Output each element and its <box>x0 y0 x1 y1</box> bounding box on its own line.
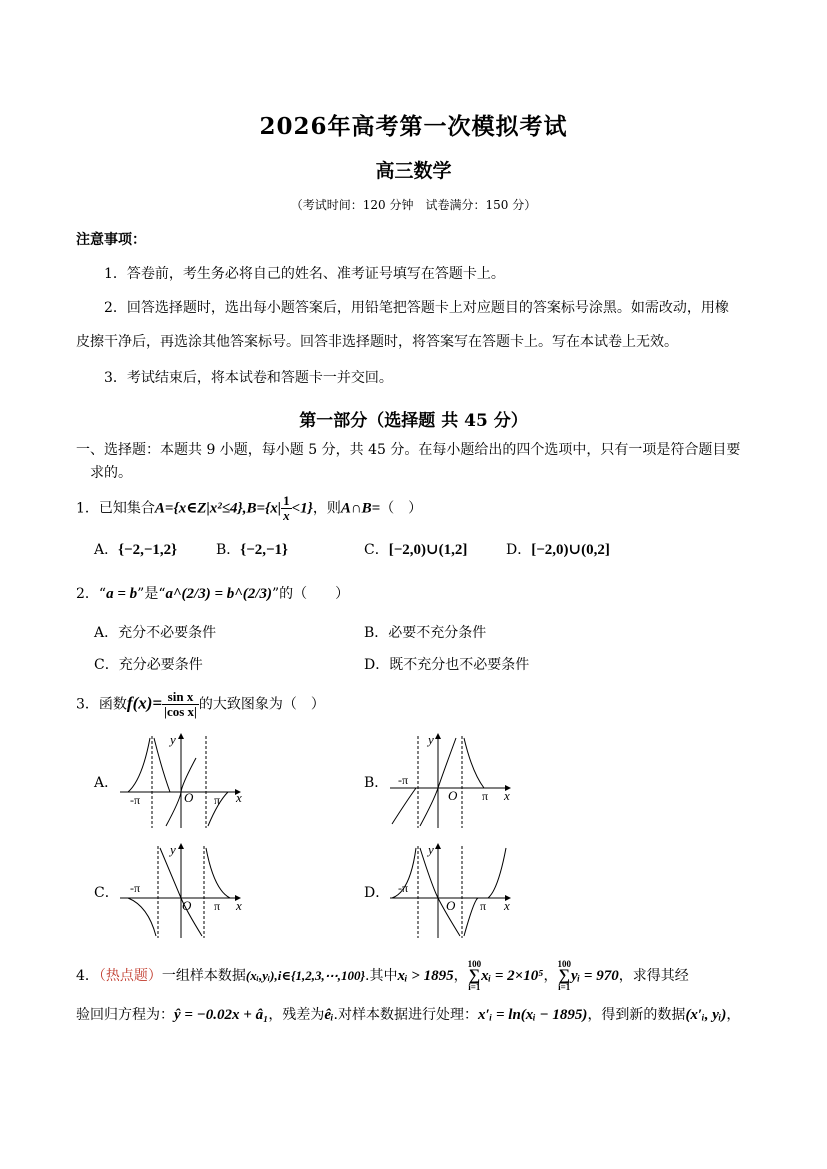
q4-text-2: .其中 <box>365 968 398 984</box>
q1-option-c <box>364 540 467 560</box>
label-neg-pi: -π <box>398 773 409 787</box>
q2-number: 2． <box>76 586 99 602</box>
q1-expr: A∩B= <box>340 500 381 517</box>
q3-option-d-label: D． <box>364 885 390 901</box>
q1-option-b-label: B． <box>216 542 241 558</box>
q2-option-b: B．必要不充分条件 <box>364 625 487 641</box>
label-pi: π <box>214 899 221 913</box>
q4-text-6: 验回归方程为： <box>76 1007 174 1023</box>
q1-set-b-close: <1} <box>291 500 313 517</box>
q1-option-c-value: [−2,0)∪(1,2] <box>388 542 468 558</box>
q1-option-a-label: A． <box>94 542 119 558</box>
q4-math-8: (x′ᵢ, yᵢ) <box>685 1007 727 1023</box>
part1-instruction-b: 求的。 <box>90 465 132 481</box>
q4-text-10: ， <box>726 1007 741 1023</box>
label-neg-pi: -π <box>398 881 409 895</box>
label-y: y <box>428 732 434 747</box>
q4-math-7: x′ᵢ = ln(xᵢ − 1895) <box>477 1007 588 1023</box>
notice-heading: 注意事项： <box>76 232 146 248</box>
label-y: y <box>428 842 434 857</box>
q1-option-a <box>94 540 177 560</box>
q4-sum-1: 100 ∑ i=1 <box>467 959 482 992</box>
q4-math-3: xᵢ = 2×10⁵ <box>481 968 544 984</box>
q4-hot-tag: （热点题） <box>98 968 162 984</box>
q1-frac-den: x <box>283 508 290 523</box>
q3-fraction <box>162 690 199 719</box>
q4-math-1: (xᵢ,yᵢ),i∈{1,2,3,⋯,100} <box>245 968 366 983</box>
curve-right-2 <box>488 848 506 898</box>
label-x: x <box>504 898 510 913</box>
label-pi: π <box>214 793 221 807</box>
q4-sum-2-bottom: i=1 <box>558 982 571 992</box>
q1-option-b-value: {−2,−1} <box>240 542 288 558</box>
graph-option-b <box>388 730 518 830</box>
label-y: y <box>170 732 176 747</box>
q4-math-5: ŷ = −0.02x + â₁ <box>174 1007 269 1023</box>
q1-option-a-value: {−2,−1,2} <box>118 542 178 558</box>
part1-title: 第一部分（选择题 共 45 分） <box>299 411 528 431</box>
q4-math-4: yᵢ = 970 <box>570 968 619 984</box>
graph-option-d <box>388 840 518 940</box>
q4-text-4: ， <box>543 968 558 984</box>
label-origin: O <box>448 788 458 803</box>
q1-option-d <box>506 540 610 560</box>
q3-function: f(x)= <box>126 693 163 713</box>
q2-quote-mid: ”是“ <box>137 586 166 602</box>
q4-number: 4． <box>76 968 99 984</box>
curve-middle-2 <box>154 738 170 792</box>
question-1 <box>76 494 422 523</box>
part1-instruction-a: 一、选择题：本题共 9 小题，每小题 5 分，共 45 分。在每小题给出的四个选项中，只有一项是符合题目要 <box>76 442 741 458</box>
label-y: y <box>170 842 176 857</box>
q4-sum-1-top: 100 <box>467 959 482 969</box>
notice-item-2b: 皮擦干净后，再选涂其他答案标号。回答非选择题时，将答案写在答题卡上。写在本试卷上无效。 <box>76 334 678 350</box>
q3-number: 3．函数 <box>76 696 127 713</box>
q3-frac-den: |cos x| <box>164 704 197 719</box>
q2-quote-close: ”的（ ） <box>271 586 350 602</box>
curve-middle <box>420 848 460 936</box>
label-x: x <box>236 790 242 805</box>
label-x: x <box>236 898 242 913</box>
q4-math-2: xᵢ > 1895 <box>397 968 454 984</box>
label-origin: O <box>446 898 456 913</box>
q4-sum-2-top: 100 <box>557 959 571 969</box>
q4-text-9: ，得到新的数据 <box>587 1007 686 1023</box>
exam-info: （考试时间：120 分钟 试卷满分：150 分） <box>290 198 537 212</box>
label-pi: π <box>482 789 489 803</box>
q4-text-5: ，求得其经 <box>618 968 689 984</box>
q1-option-d-label: D． <box>506 542 532 558</box>
exam-title: 2026年高考第一次模拟考试 <box>259 113 568 140</box>
label-neg-pi: -π <box>130 881 141 895</box>
q4-sum-1-bottom: i=1 <box>468 982 481 992</box>
question-2 <box>76 584 349 604</box>
label-pi: π <box>480 899 487 913</box>
q1-frac-num: 1 <box>283 493 290 508</box>
q1-fraction <box>281 494 292 523</box>
q1-set-b-open: {x| <box>265 500 282 517</box>
question-4-line-1 <box>76 960 689 992</box>
curve-right <box>206 848 230 898</box>
q4-text-8: .对样本数据进行处理： <box>333 1007 478 1023</box>
question-3 <box>76 690 325 719</box>
graph-option-a <box>118 730 248 830</box>
subject-title: 高三数学 <box>375 160 452 182</box>
q4-math-6: êᵢ <box>324 1007 334 1023</box>
curve-right-1 <box>464 898 478 936</box>
curve-left <box>128 738 150 792</box>
q2-option-a: A．充分不必要条件 <box>94 625 217 641</box>
q4-sum-2: 100 ∑ i=1 <box>557 959 571 992</box>
q2-option-c: C．充分必要条件 <box>94 657 203 673</box>
label-origin: O <box>182 898 192 913</box>
q1-option-c-label: C． <box>364 542 389 558</box>
q1-option-b <box>216 540 288 560</box>
notice-item-3: 3．考试结束后，将本试卷和答题卡一并交回。 <box>104 370 393 386</box>
q2-condition-2: a^(2/3) = b^(2/3) <box>165 586 272 602</box>
q4-text-3: ， <box>453 968 468 984</box>
q3-option-b-label: B． <box>364 775 389 791</box>
notice-item-1: 1．答卷前，考生务必将自己的姓名、准考证号填写在答题卡上。 <box>104 266 505 282</box>
q3-option-a-label: A． <box>94 775 119 791</box>
q1-set-a: A={x∈Z|x²≤4},B= <box>154 500 266 517</box>
q4-text-7: ，残差为 <box>268 1007 325 1023</box>
q3-option-c-label: C． <box>94 885 119 901</box>
q2-option-d: D．既不充分也不必要条件 <box>364 657 530 673</box>
q3-tail: 的大致图象为（ ） <box>198 696 325 713</box>
label-neg-pi: -π <box>130 793 141 807</box>
question-4-line-2 <box>76 1005 740 1025</box>
q1-tail: ，则 <box>312 500 341 517</box>
q4-text-1: 一组样本数据 <box>161 968 246 984</box>
curve-left <box>128 898 156 936</box>
q1-option-d-value: [−2,0)∪(0,2] <box>531 542 610 558</box>
graph-option-c <box>118 840 248 940</box>
q1-number: 1．已知集合 <box>76 500 155 517</box>
label-origin: O <box>184 790 194 805</box>
curve-left <box>392 788 416 824</box>
q2-quote-open: “ <box>98 586 107 602</box>
curve-right <box>464 738 484 788</box>
notice-item-2a: 2．回答选择题时，选出每小题答案后，用铅笔把答题卡上对应题目的答案标号涂黑。如需改动，用橡 <box>104 300 729 316</box>
q1-paren: （ ） <box>380 500 423 517</box>
label-x: x <box>504 788 510 803</box>
q2-condition-1: a = b <box>106 586 138 602</box>
q3-frac-num: sin x <box>162 690 199 705</box>
